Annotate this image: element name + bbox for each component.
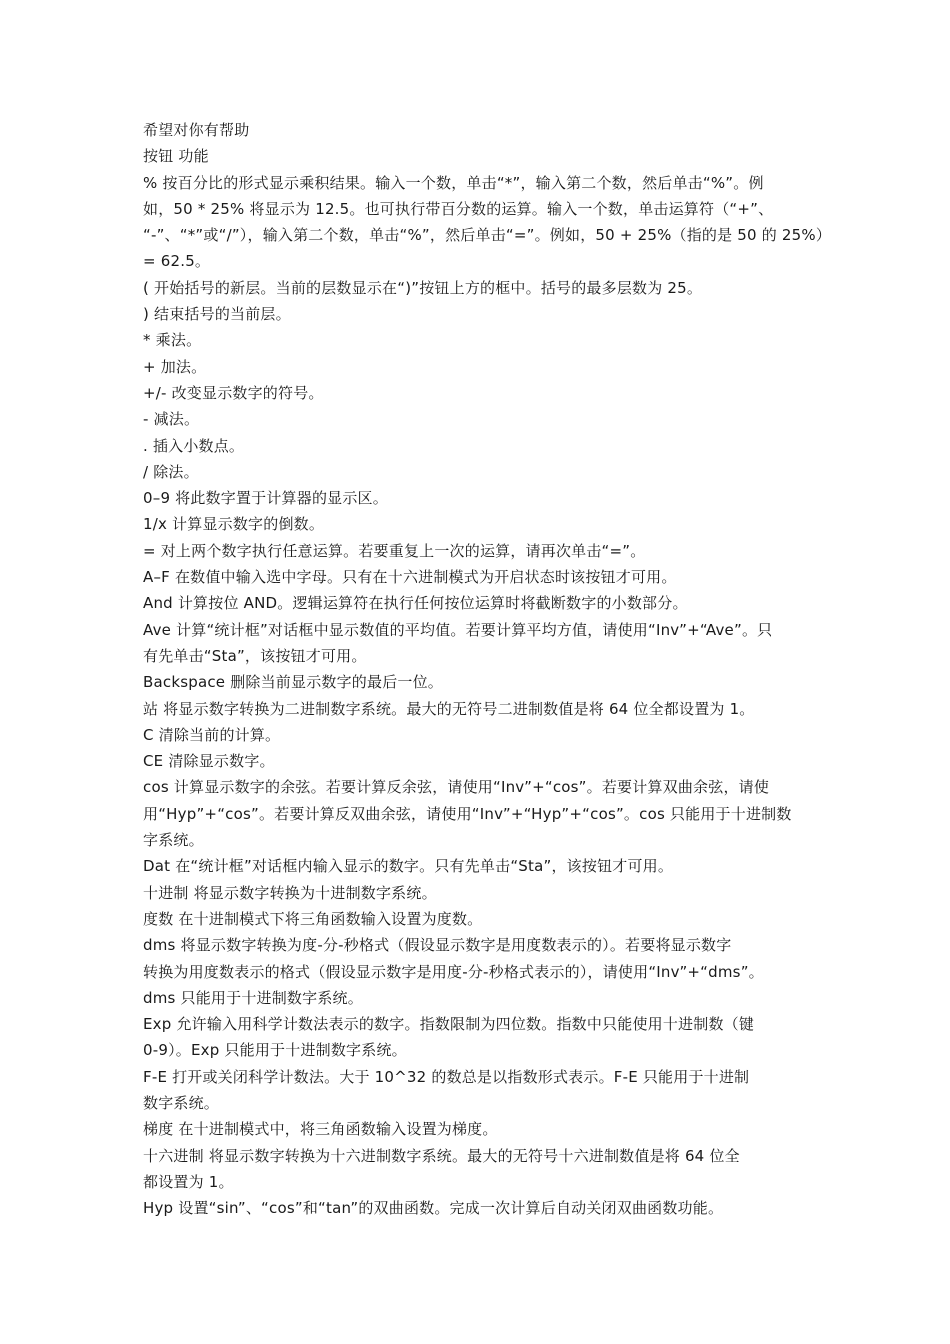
text-line: 转换为用度数表示的格式（假设显示数字是用度-分-秒格式表示的），请使用“Inv”+“dms”。 [143,962,764,981]
text-line: CE 清除显示数字。 [143,752,275,771]
text-line: dms 将显示数字转换为度-分-秒格式（假设显示数字是用度数表示的）。若要将显示数字 [143,936,732,955]
text-line: 1/x 计算显示数字的倒数。 [143,515,325,534]
text-line: And 计算按位 AND。逻辑运算符在执行任何按位运算时将截断数字的小数部分。 [143,594,688,613]
text-line: “-”、“*”或“/”），输入第二个数，单击“%”，然后单击“=”。例如，50 + 25%（指的是 50 的 25%） [143,226,832,245]
text-line: dms 只能用于十进制数字系统。 [143,988,363,1007]
text-line: = 62.5。 [143,252,211,271]
text-line: Hyp 设置“sin”、“cos”和“tan”的双曲函数。完成一次计算后自动关闭双曲函数功能。 [143,1199,724,1218]
text-line: 站 将显示数字转换为二进制数字系统。最大的无符号二进制数值是将 64 位全都设置为 1。 [143,699,755,718]
text-line: 如，50 * 25% 将显示为 12.5。也可执行带百分数的运算。输入一个数，单击运算符（“+”、 [143,199,774,218]
text-line: 按钮 功能 [143,147,209,166]
text-line: 用“Hyp”+“cos”。若要计算反双曲余弦，请使用“Inv”+“Hyp”+“cos”。cos 只能用于十进制数 [143,804,792,823]
text-line: +/- 改变显示数字的符号。 [143,383,324,402]
text-line: cos 计算显示数字的余弦。若要计算反余弦，请使用“Inv”+“cos”。若要计算双曲余弦，请使 [143,778,770,797]
text-line: F-E 打开或关闭科学计数法。大于 10^32 的数总是以指数形式表示。F-E 只能用于十进制 [143,1067,750,1086]
text-line: * 乘法。 [143,331,202,350]
text-line: 数字系统。 [143,1093,220,1112]
text-line: C 清除当前的计算。 [143,725,281,744]
text-line: Ave 计算“统计框”对话框中显示数值的平均值。若要计算平均方值，请使用“Inv”+“Ave”。只 [143,620,773,639]
document-body [143,117,832,1221]
text-line: 十进制 将显示数字转换为十进制数字系统。 [143,883,437,902]
text-line: 十六进制 将显示数字转换为十六进制数字系统。最大的无符号十六进制数值是将 64 位全 [143,1146,740,1165]
text-line: ( 开始括号的新层。当前的层数显示在“)”按钮上方的框中。括号的最多层数为 25。 [143,278,703,297]
text-line: 希望对你有帮助 [143,121,250,139]
text-line: % 按百分比的形式显示乘积结果。输入一个数，单击“*”，输入第二个数，然后单击“%”。例 [143,173,764,192]
text-line: 字系统。 [143,831,204,850]
text-line: = 对上两个数字执行任意运算。若要重复上一次的运算，请再次单击“=”。 [143,541,646,560]
text-line: 0–9 将此数字置于计算器的显示区。 [143,489,388,508]
text-line: Dat 在“统计框”对话框内输入显示的数字。只有先单击“Sta”，该按钮才可用。 [143,857,674,876]
text-line: . 插入小数点。 [143,436,245,455]
text-line: / 除法。 [143,462,199,481]
text-line: + 加法。 [143,357,207,376]
text-line: Backspace 删除当前显示数字的最后一位。 [143,673,443,692]
text-line: Exp 允许输入用科学计数法表示的数字。指数限制为四位数。指数中只能使用十进制数（键 [143,1015,755,1034]
text-line: 度数 在十进制模式下将三角函数输入设置为度数。 [143,909,483,928]
text-line: 梯度 在十进制模式中，将三角函数输入设置为梯度。 [143,1120,498,1139]
text-line: 0-9）。Exp 只能用于十进制数字系统。 [143,1041,407,1060]
text-line: 都设置为 1。 [143,1172,234,1191]
text-line: A–F 在数值中输入选中字母。只有在十六进制模式为开启状态时该按钮才可用。 [143,568,677,587]
text-line: ) 结束括号的当前层。 [143,305,291,324]
text-line: - 减法。 [143,410,200,429]
text-line: 有先单击“Sta”，该按钮才可用。 [143,646,367,665]
